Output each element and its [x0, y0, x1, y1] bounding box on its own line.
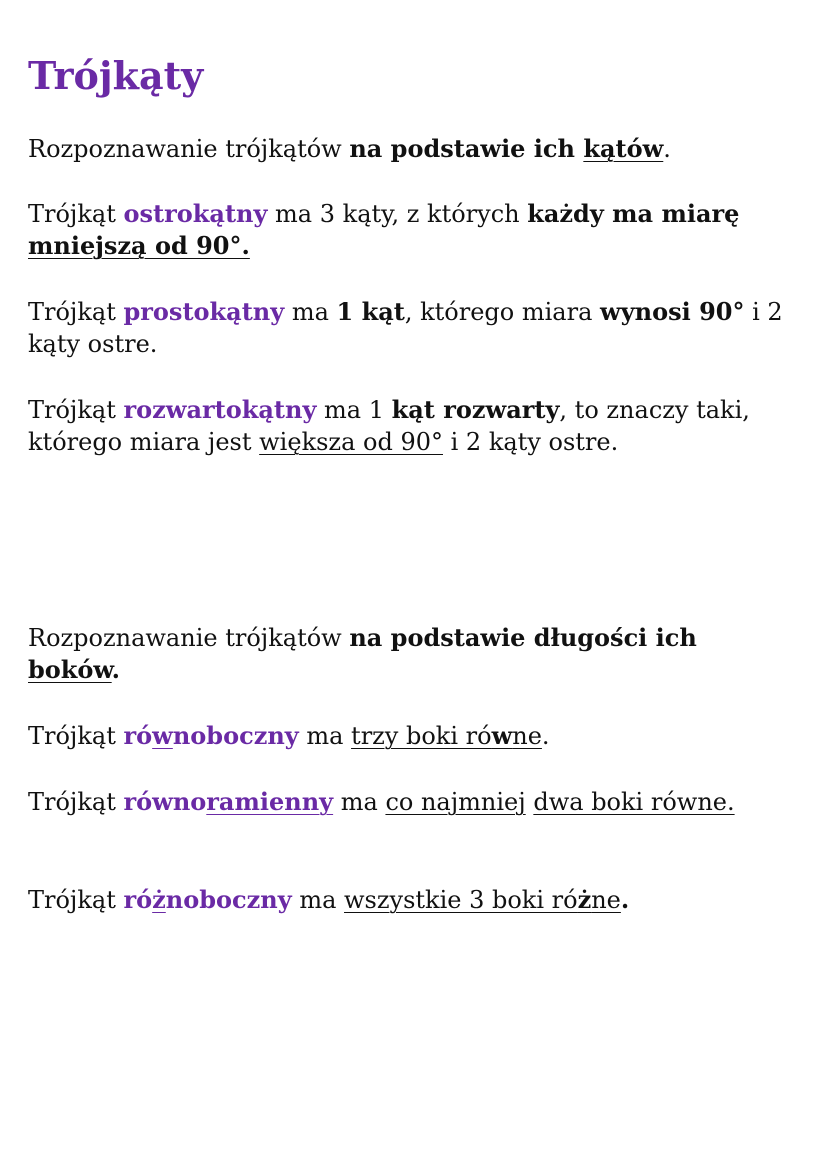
- term-equilateral-part: ró: [123, 721, 153, 750]
- body-text: , którego miara: [404, 298, 601, 326]
- equilateral-triangle-paragraph: [28, 720, 788, 752]
- page-title: Trójkąty: [28, 53, 204, 98]
- intro-text: Rozpoznawanie trójkątów: [28, 624, 350, 652]
- underlined-bold-letter: ż: [577, 885, 592, 914]
- intro-bold-text: na podstawie ich: [349, 134, 584, 163]
- underlined-text: ne: [591, 886, 621, 914]
- underlined-text: wszystkie 3 boki ró: [344, 886, 578, 914]
- bold-text: wynosi 90°: [600, 297, 745, 326]
- intro-keyword: kątów: [583, 134, 664, 163]
- body-text: ma: [333, 788, 386, 816]
- lead-text: Trójkąt: [28, 886, 124, 914]
- term-scalene-part: ró: [123, 885, 153, 914]
- intro-text: Rozpoznawanie trójkątów: [28, 135, 350, 163]
- term-isosceles-underlined-part: ramienny: [206, 787, 334, 816]
- body-text: , to znaczy taki, którego miara jest: [28, 396, 750, 456]
- underlined-bold-text: mniejszą od 90°.: [28, 231, 250, 260]
- body-text: .: [541, 722, 550, 750]
- underlined-text: co najmniej: [385, 788, 526, 816]
- lead-text: Trójkąt: [28, 788, 124, 816]
- isosceles-triangle-paragraph: [28, 786, 788, 818]
- underlined-text: większa od 90°: [259, 428, 443, 456]
- underlined-text: trzy boki ró: [351, 722, 492, 750]
- bold-text: kąt rozwarty: [391, 395, 560, 424]
- term-acute: ostrokątny: [123, 199, 268, 228]
- body-text: ma 3 kąty, z których: [267, 200, 528, 228]
- lead-text: Trójkąt: [28, 722, 124, 750]
- acute-triangle-paragraph: [28, 198, 788, 262]
- scalene-triangle-paragraph: [28, 884, 788, 916]
- term-isosceles-part: równo: [123, 787, 207, 816]
- term-obtuse: rozwartokątny: [123, 395, 317, 424]
- bold-text: 1 kąt: [336, 297, 405, 326]
- intro-period: .: [663, 135, 671, 163]
- term-right: prostokątny: [123, 297, 285, 326]
- term-scalene-underlined-letter: ż: [152, 885, 166, 914]
- body-text: i 2 kąty ostre.: [442, 428, 619, 456]
- intro-keyword: boków: [28, 655, 112, 684]
- bold-period: .: [620, 885, 630, 914]
- term-equilateral-underlined-letter: w: [152, 721, 173, 750]
- sides-intro-paragraph: [28, 622, 788, 686]
- angles-intro-paragraph: [28, 133, 788, 165]
- lead-text: Trójkąt: [28, 298, 124, 326]
- body-text: ma: [284, 298, 337, 326]
- obtuse-triangle-paragraph: [28, 394, 788, 458]
- body-text: ma: [298, 722, 352, 750]
- underlined-bold-letter: w: [491, 721, 513, 750]
- right-triangle-paragraph: [28, 296, 788, 360]
- intro-bold-text: na podstawie długości ich: [349, 623, 697, 652]
- term-scalene-part: noboczny: [165, 885, 292, 914]
- intro-period: .: [111, 655, 121, 684]
- body-text: ma 1: [316, 396, 392, 424]
- lead-text: Trójkąt: [28, 396, 124, 424]
- body-text: ma: [291, 886, 345, 914]
- body-text: i 2 kąty ostre.: [28, 298, 783, 358]
- lead-text: Trójkąt: [28, 200, 124, 228]
- underlined-text: ne: [512, 722, 542, 750]
- bold-text: każdy ma miarę: [527, 199, 740, 228]
- term-equilateral-part: noboczny: [172, 721, 299, 750]
- underlined-text: dwa boki równe.: [533, 788, 735, 816]
